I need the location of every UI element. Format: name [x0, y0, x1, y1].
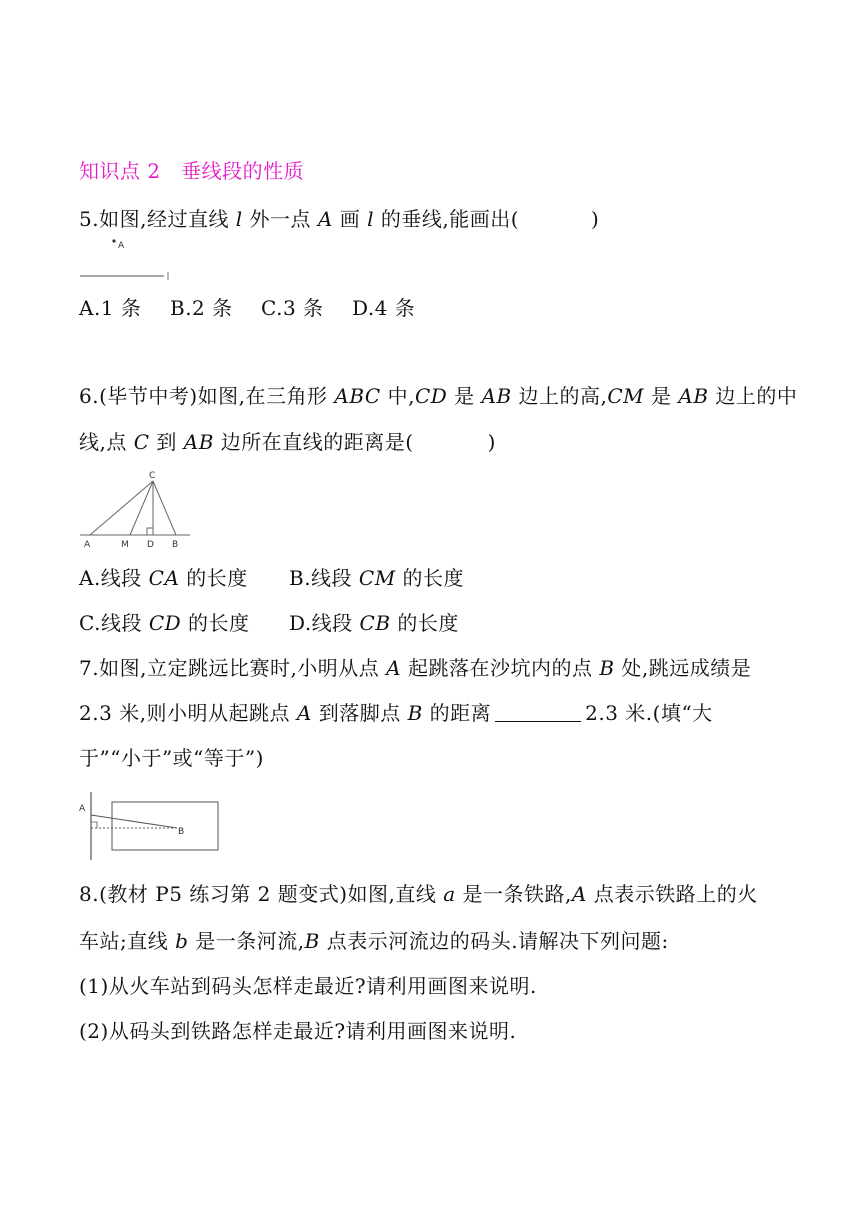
right-angle-mark: [147, 528, 153, 535]
option-c[interactable]: C.3 条: [261, 296, 324, 320]
question-6-figure: [78, 468, 194, 550]
label-a: A: [84, 540, 91, 550]
question-7-line-3: 于”“小于”或“等于”): [79, 746, 264, 770]
question-7-figure: [78, 790, 222, 862]
question-8-line-2: 车站;直线 b 是一条河流,B 点表示河流边的码头.请解决下列问题:: [79, 929, 669, 953]
question-6-line-2: 线,点 C 到 AB 边所在直线的距离是( ): [79, 430, 496, 454]
segment-ca: [90, 481, 153, 535]
option-c[interactable]: C.线段 CD 的长度: [79, 611, 250, 635]
point-a-label: A: [118, 241, 125, 251]
segment-cb: [153, 481, 176, 535]
label-b: B: [172, 540, 179, 550]
question-5-stem: 5.如图,经过直线 l 外一点 A 画 l 的垂线,能画出( ): [79, 207, 600, 231]
option-a[interactable]: A.线段 CA 的长度: [79, 566, 248, 590]
point-a: [112, 239, 115, 242]
label-m: M: [121, 540, 129, 550]
question-7-line-2: 2.3 米,则小明从起跳点 A 到落脚点 B 的距离 2.3 米.(填“大: [79, 701, 713, 725]
segment-ab: [91, 815, 177, 828]
option-a[interactable]: A.1 条: [79, 296, 142, 320]
question-7-line-1: 7.如图,立定跳远比赛时,小明从点 A 起跳落在沙坑内的点 B 处,跳远成绩是: [79, 656, 752, 680]
section-heading: 知识点 2 垂线段的性质: [79, 159, 305, 183]
segment-cm: [130, 481, 153, 535]
option-b[interactable]: B.2 条: [170, 296, 233, 320]
option-d[interactable]: D.线段 CB 的长度: [289, 611, 459, 635]
fill-in-blank[interactable]: [495, 701, 581, 722]
question-6-options-row-2: [79, 610, 459, 636]
question-8-part-2: (2)从码头到铁路怎样走最近?请利用画图来说明.: [79, 1019, 517, 1043]
question-8-part-1: (1)从火车站到码头怎样走最近?请利用画图来说明.: [79, 974, 537, 998]
label-a: A: [79, 804, 86, 814]
option-b[interactable]: B.线段 CM 的长度: [289, 566, 465, 590]
question-6-line-1: 6.(毕节中考)如图,在三角形 ABC 中,CD 是 AB 边上的高,CM 是 AB 边上的中: [79, 384, 798, 408]
right-angle-mark: [91, 822, 97, 828]
question-5-figure: [78, 236, 178, 286]
label-c: C: [149, 471, 156, 481]
question-8-line-1: 8.(教材 P5 练习第 2 题变式)如图,直线 a 是一条铁路,A 点表示铁路上的火: [79, 882, 758, 906]
label-d: D: [147, 540, 154, 550]
option-d[interactable]: D.4 条: [352, 296, 416, 320]
label-b: B: [178, 827, 185, 837]
question-6-options-row-1: [79, 565, 464, 591]
question-5-options: [79, 295, 415, 321]
